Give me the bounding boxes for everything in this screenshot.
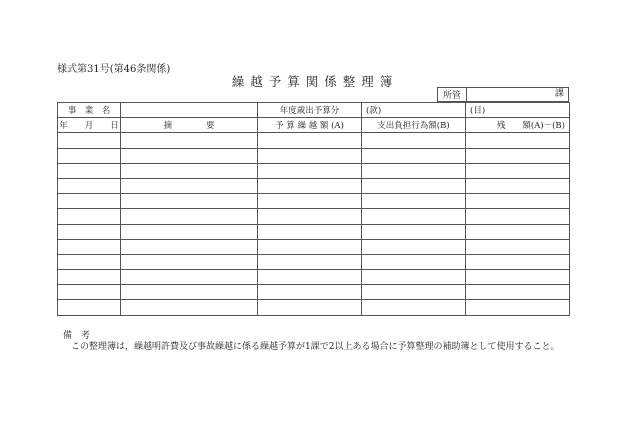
jurisdiction-box <box>437 87 569 102</box>
entry-cell[interactable] <box>121 194 258 209</box>
table-row <box>58 285 570 300</box>
entry-cell[interactable] <box>121 270 258 285</box>
table-row <box>58 254 570 269</box>
entry-cell[interactable] <box>362 209 466 224</box>
notes-text: この整理簿は，繰越明許費及び事故繰越に係る繰越予算が1課で2以上ある場合に予算整理の補助簿として使用すること。 <box>71 342 560 352</box>
entry-cell[interactable] <box>258 209 362 224</box>
entry-cell[interactable] <box>362 239 466 254</box>
table-row <box>58 148 570 163</box>
table-row <box>58 163 570 178</box>
table-row <box>58 209 570 224</box>
entry-cell[interactable] <box>121 239 258 254</box>
entry-cell[interactable] <box>258 285 362 300</box>
entry-cell[interactable] <box>58 178 121 193</box>
entry-cell[interactable] <box>258 239 362 254</box>
entry-cell[interactable] <box>362 270 466 285</box>
entry-cell[interactable] <box>466 163 570 178</box>
entry-cell[interactable] <box>362 133 466 148</box>
table-row <box>58 194 570 209</box>
entry-cell[interactable] <box>466 133 570 148</box>
form-number-label: 様式第31号(第46条関係) <box>57 64 171 75</box>
entry-cell[interactable] <box>362 194 466 209</box>
table-row <box>58 270 570 285</box>
entry-cell[interactable] <box>58 133 121 148</box>
entry-cell[interactable] <box>58 285 121 300</box>
col-balance: 残 額(A)－(B) <box>466 118 570 133</box>
entry-cell[interactable] <box>362 148 466 163</box>
col-date: 年 月 日 <box>58 118 121 133</box>
entry-cell[interactable] <box>466 209 570 224</box>
entry-cell[interactable] <box>362 254 466 269</box>
entry-cell[interactable] <box>58 300 121 315</box>
entry-cell[interactable] <box>58 239 121 254</box>
entry-cell[interactable] <box>466 239 570 254</box>
table-row <box>58 239 570 254</box>
entry-cell[interactable] <box>121 178 258 193</box>
entry-cell[interactable] <box>466 194 570 209</box>
entry-cell[interactable] <box>58 209 121 224</box>
entry-cell[interactable] <box>58 224 121 239</box>
fiscal-year-label: 年度歳出予算分 <box>258 103 362 118</box>
col-carryover-amount: 予 算 繰 越 額 (A) <box>258 118 362 133</box>
entry-cell[interactable] <box>258 178 362 193</box>
header-row-project <box>58 103 570 118</box>
table-row <box>58 300 570 315</box>
jurisdiction-unit: 課 <box>554 89 564 99</box>
entry-cell[interactable] <box>121 209 258 224</box>
section-cell[interactable]: (款) <box>362 103 466 118</box>
entry-cell[interactable] <box>121 285 258 300</box>
entry-cell[interactable] <box>58 163 121 178</box>
entry-cell[interactable] <box>466 178 570 193</box>
entry-cell[interactable] <box>58 254 121 269</box>
entry-cell[interactable] <box>258 300 362 315</box>
entry-cell[interactable] <box>58 148 121 163</box>
entry-cell[interactable] <box>121 148 258 163</box>
entry-cell[interactable] <box>466 270 570 285</box>
col-summary: 摘 要 <box>121 118 258 133</box>
entry-cell[interactable] <box>466 285 570 300</box>
entry-cell[interactable] <box>362 224 466 239</box>
page-title: 繰越予算関係整理簿 <box>231 74 399 89</box>
carryover-register-table <box>57 102 570 316</box>
entry-cell[interactable] <box>258 224 362 239</box>
entry-cell[interactable] <box>466 300 570 315</box>
entry-cell[interactable] <box>466 148 570 163</box>
entry-cell[interactable] <box>258 133 362 148</box>
entry-cell[interactable] <box>258 254 362 269</box>
table-row <box>58 178 570 193</box>
entry-cell[interactable] <box>121 163 258 178</box>
header-row-columns <box>58 118 570 133</box>
entry-cell[interactable] <box>362 163 466 178</box>
entry-cell[interactable] <box>362 285 466 300</box>
entry-cell[interactable] <box>121 224 258 239</box>
entry-cell[interactable] <box>362 300 466 315</box>
jurisdiction-label: 所管 <box>438 88 467 101</box>
col-expenditure-amount: 支出負担行為額(B) <box>362 118 466 133</box>
table-row <box>58 224 570 239</box>
table-row <box>58 133 570 148</box>
entry-cell[interactable] <box>466 224 570 239</box>
entry-cell[interactable] <box>58 194 121 209</box>
entry-cell[interactable] <box>362 178 466 193</box>
entry-cell[interactable] <box>466 254 570 269</box>
entry-cell[interactable] <box>121 254 258 269</box>
entry-cell[interactable] <box>58 270 121 285</box>
entry-cell[interactable] <box>258 163 362 178</box>
item-cell[interactable]: (目) <box>466 103 570 118</box>
project-name-label: 事 業 名 <box>58 103 121 118</box>
entry-cell[interactable] <box>258 270 362 285</box>
entry-cell[interactable] <box>121 300 258 315</box>
entry-cell[interactable] <box>258 194 362 209</box>
notes-heading: 備 考 <box>63 331 91 341</box>
project-name-cell[interactable] <box>121 103 258 118</box>
entry-cell[interactable] <box>121 133 258 148</box>
entry-cell[interactable] <box>258 148 362 163</box>
